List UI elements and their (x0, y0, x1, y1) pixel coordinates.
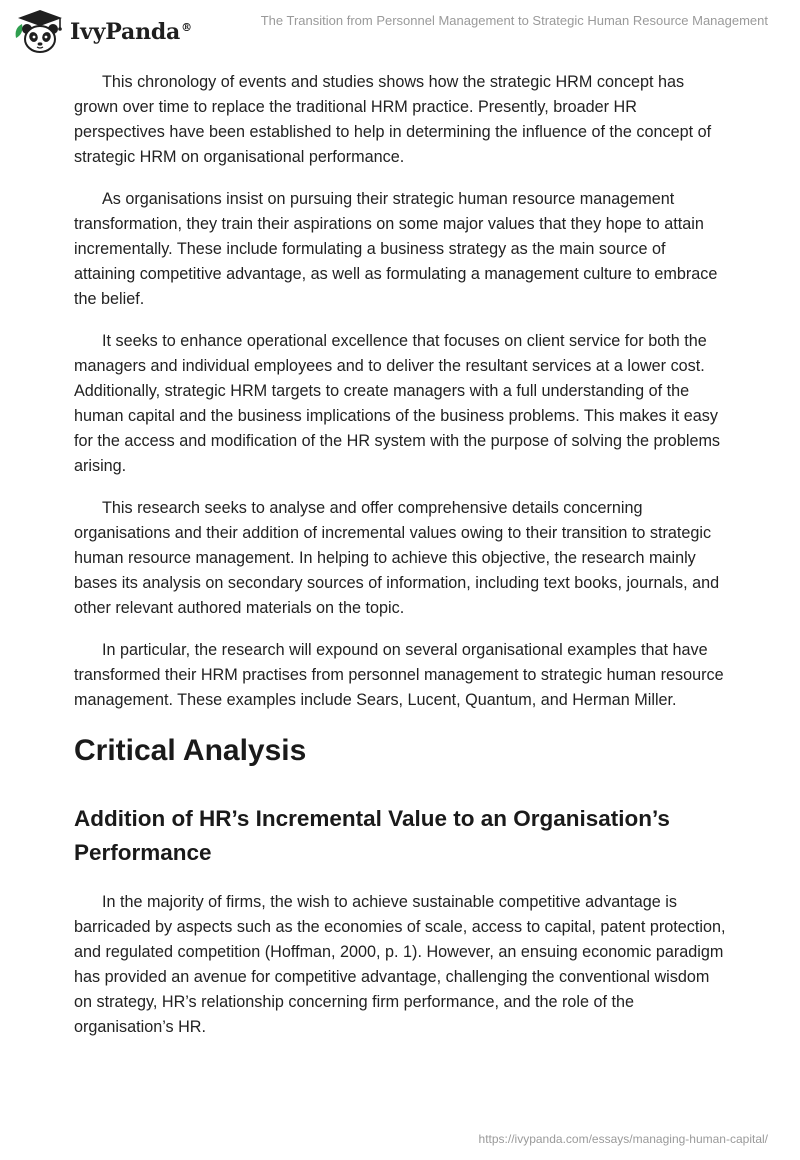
source-url[interactable]: https://ivypanda.com/essays/managing-human-capital/ (478, 1132, 768, 1146)
paragraph: As organisations insist on pursuing their strategic human resource management transformation, they train their aspirations on some major values that they hope to attain incrementally. These include formulating a business strategy as the main source of attaining competitive advantage, as well as formulating a management culture to embrace the belief. (74, 190, 718, 308)
panda-graduate-icon (12, 8, 68, 56)
paragraph: This research seeks to analyse and offer comprehensive details concerning organisations and their addition of incremental values owing to their transition to strategic human resource management. In helping to achieve this objective, the research mainly bases its analysis on secondary sources of information, including text books, journals, and other relevant authored materials on the topic. (74, 499, 720, 617)
subsection-heading: Addition of HR’s Incremental Value to an Organisation’s Performance (74, 806, 670, 865)
paragraph: It seeks to enhance operational excellence that focuses on client service for both the managers and individual employees and to deliver the resultant services at a lower cost. Additionally, strategic HRM targets to create managers with a full understanding of the human capital and the business implications of the business problems. This makes it easy for the access and modification of the HR system with the purpose of solving the problems arising. (74, 332, 721, 475)
section-heading: Critical Analysis (74, 734, 307, 767)
ivypanda-logo[interactable] (12, 8, 192, 56)
paragraph: In particular, the research will expound on several organisational examples that have transformed their HRM practises from personnel management to strategic human resource management. These examples include Sears, Lucent, Quantum, and Herman Miller. (74, 641, 724, 709)
brand-name: IvyPanda® (70, 19, 192, 45)
document-title: The Transition from Personnel Management to Strategic Human Resource Management (260, 13, 768, 28)
paragraph: This chronology of events and studies shows how the strategic HRM concept has grown over time to replace the traditional HRM practice. Presently, broader HR perspectives have been established to help in determining the influence of the concept of strategic HRM on organisational performance. (74, 73, 712, 166)
paragraph: In the majority of firms, the wish to achieve sustainable competitive advantage is barricaded by aspects such as the economies of scale, access to capital, patent protection, and regulated competition (Hoffman, 2000, p. 1). However, an ensuing economic paradigm has provided an avenue for competitive advantage, challenging the conventional wisdom on strategy, HR’s relationship concerning firm performance, and the role of the organisation’s HR. (74, 893, 726, 1036)
page-header (0, 0, 800, 60)
essay-content (74, 70, 726, 1057)
registered-mark: ® (181, 20, 192, 34)
